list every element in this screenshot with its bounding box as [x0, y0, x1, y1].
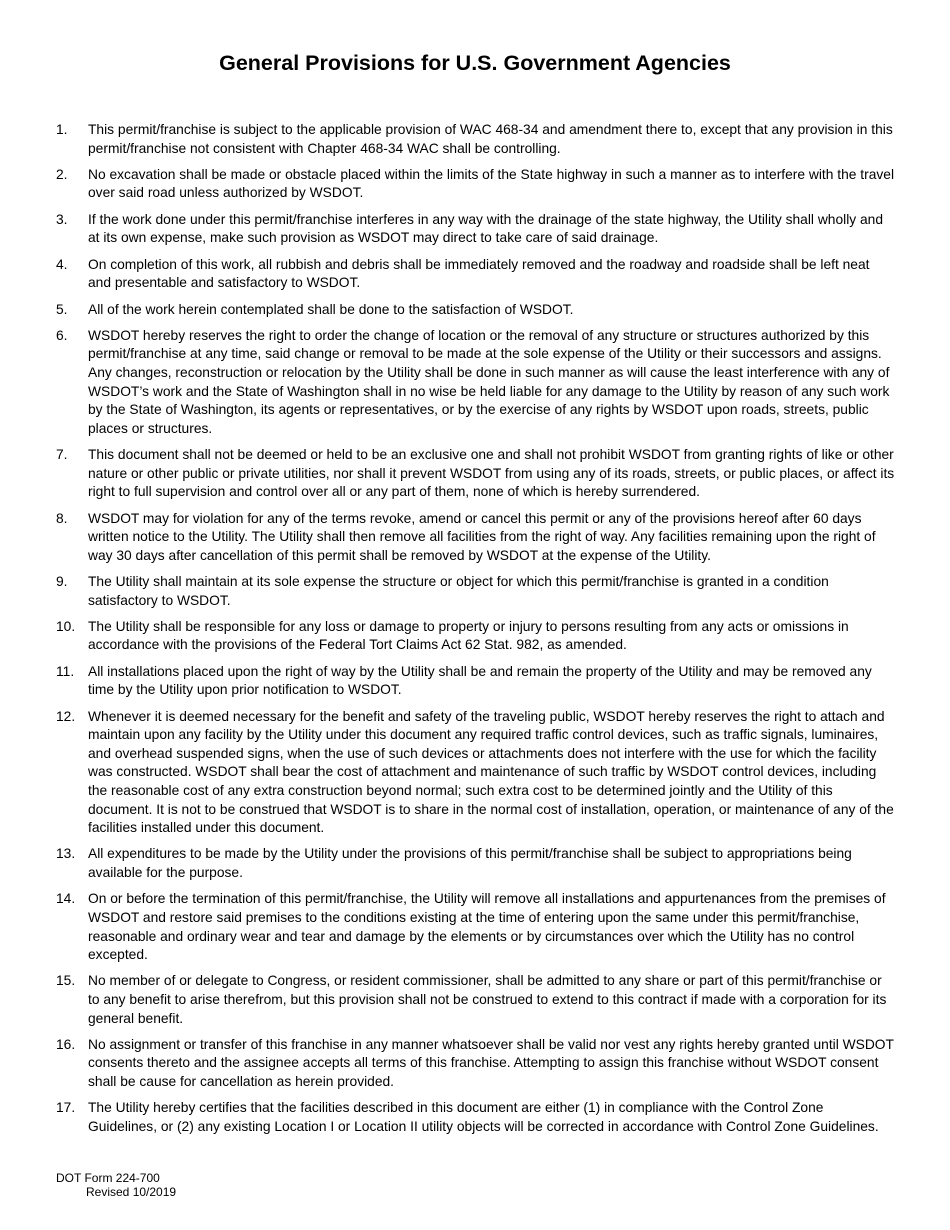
provision-text: No assignment or transfer of this franchise in any manner whatsoever shall be valid nor vest any rights hereby granted until WSDOT consents thereto and the assignee accepts all terms of this franchise. Attempting to assign this franchise without WSDOT consent shall be cause for cancellation as herein provided. — [88, 1036, 894, 1090]
provision-item — [56, 121, 896, 158]
provision-number: 6. — [56, 327, 68, 343]
document-title: General Provisions for U.S. Government Agencies — [219, 51, 731, 75]
provision-text: Whenever it is deemed necessary for the benefit and safety of the traveling public, WSDOT hereby reserves the right to attach and maintain upon any facility by the Utility under this document any required traffic control devices, such as traffic signals, luminaires, and overhead suspended signs, when the use of such devices or attachments does not interfere with the use for which the facility was constructed. WSDOT shall bear the cost of attachment and maintenance of such traffic by WSDOT control devices, including the reasonable cost of any extra construction beyond normal; such extra cost to be determined jointly and the Utility of this document. It is not to be construed that WSDOT is to share in the normal cost of installation, operation, or maintenance of any of the facilities installed under this document. — [88, 708, 894, 836]
provision-item — [56, 972, 896, 1028]
provision-text: This permit/franchise is subject to the applicable provision of WAC 468-34 and amendment there to, except that any provision in this permit/franchise not consistent with Chapter 468-34 WAC shall be controlling. — [88, 122, 893, 156]
provision-number: 15. — [56, 973, 76, 989]
provision-number: 9. — [56, 573, 68, 589]
provision-number: 1. — [56, 122, 68, 137]
provisions-list — [56, 121, 896, 1144]
provision-item — [56, 573, 896, 610]
provision-text: No member of or delegate to Congress, or resident commissioner, shall be admitted to any share or part of this permit/franchise or to any benefit to arise therefrom, but this provision shall not be construed to extend to this contract if made with a corporation for its general benefit. — [88, 973, 887, 1026]
provision-number: 7. — [56, 447, 68, 463]
provision-text: WSDOT hereby reserves the right to order the change of location or the removal of any structure or structures authorized by this permit/franchise at any time, said change or removal to be made at the sole expense of the Utility or their successors and assigns. Any changes, reconstruction or relocation by the Utility shall be done in such manner as will cause the least interference with any of WSDOT’s work and the State of Washington shall in no wise be held liable for any damage to the Utility by reason of any such work by the State of Washington, its agents or representatives, or by the exercise of any rights by WSDOT upon roads, streets, public places or structures. — [88, 327, 890, 436]
provision-number: 17. — [56, 1100, 76, 1116]
form-footer — [56, 1171, 176, 1199]
provision-text: On completion of this work, all rubbish and debris shall be immediately removed and the roadway and roadside shall be left neat and presentable and satisfactory to WSDOT. — [88, 256, 870, 291]
provision-item — [56, 708, 896, 838]
provision-text: All installations placed upon the right of way by the Utility shall be and remain the property of the Utility and may be removed any time by the Utility upon prior notification to WSDOT. — [88, 663, 872, 698]
provision-item — [56, 256, 896, 293]
provision-text: The Utility shall maintain at its sole expense the structure or object for which this permit/franchise is granted in a condition satisfactory to WSDOT. — [88, 573, 829, 608]
provision-text: This document shall not be deemed or held to be an exclusive one and shall not prohibit WSDOT from granting rights of like or other nature or other public or private utilities, nor shall it prevent WSDOT from using any of its roads, streets, or public places, or affect its right to full supervision and control over all or any part of them, none of which is hereby surrendered. — [88, 447, 895, 500]
revision-date: Revised 10/2019 — [86, 1185, 177, 1199]
provision-number: 12. — [56, 708, 76, 724]
provision-number: 11. — [56, 663, 75, 679]
form-number: DOT Form 224-700 — [56, 1171, 160, 1185]
provision-number: 8. — [56, 510, 68, 526]
provision-item — [56, 166, 896, 203]
provision-number: 13. — [56, 846, 76, 862]
provision-number: 5. — [56, 301, 68, 317]
provision-text: The Utility hereby certifies that the facilities described in this document are either (1) in compliance with the Control Zone Guidelines, or (2) any existing Location I or Location II utility objects will be corrected in accordance with Control Zone Guidelines. — [88, 1100, 879, 1134]
provision-text: WSDOT may for violation for any of the terms revoke, amend or cancel this permit or any of the provisions hereof after 60 days written notice to the Utility. The Utility shall then remove all facilities from the right of way. Any facilities remaining upon the right of way 30 days after cancellation of this permit shall be removed by WSDOT at the expense of the Utility. — [88, 510, 876, 563]
provision-item — [56, 663, 896, 700]
provision-text: All of the work herein contemplated shall be done to the satisfaction of WSDOT. — [88, 301, 574, 317]
provision-item — [56, 618, 896, 655]
provision-number: 4. — [56, 256, 68, 272]
provision-text: No excavation shall be made or obstacle placed within the limits of the State highway in such a manner as to interfere with the travel over said road unless authorized by WSDOT. — [88, 166, 895, 201]
provision-item — [56, 1099, 896, 1136]
provision-text: On or before the termination of this permit/franchise, the Utility will remove all installations and appurtenances from the premises of WSDOT and restore said premises to the conditions existing at the time of entering upon the same under this permit/franchise, reasonable and ordinary wear and tear and damage by the elements or by circumstances over which the Utility has no control excepted. — [88, 891, 886, 963]
provision-item — [56, 211, 896, 248]
provision-item — [56, 890, 896, 964]
provision-item — [56, 510, 896, 566]
provision-text: The Utility shall be responsible for any loss or damage to property or injury to persons resulting from any acts or omissions in accordance with the provisions of the Federal Tort Claims Act 62 Stat. 982, as amended. — [88, 618, 849, 653]
provision-item — [56, 1036, 896, 1092]
provision-number: 10. — [56, 618, 76, 634]
provision-item — [56, 845, 896, 882]
provision-number: 14. — [56, 891, 76, 907]
provision-number: 3. — [56, 211, 68, 227]
provision-number: 16. — [56, 1036, 76, 1052]
provision-text: If the work done under this permit/franchise interferes in any way with the drainage of the state highway, the Utility shall wholly and at its own expense, make such provision as WSDOT may direct to take care of said drainage. — [88, 211, 884, 246]
provision-number: 2. — [56, 166, 68, 182]
provision-text: All expenditures to be made by the Utility under the provisions of this permit/franchise shall be subject to appropriations being available for the purpose. — [88, 846, 852, 881]
provision-item — [56, 446, 896, 502]
provision-item — [56, 301, 896, 320]
provision-item — [56, 327, 896, 439]
